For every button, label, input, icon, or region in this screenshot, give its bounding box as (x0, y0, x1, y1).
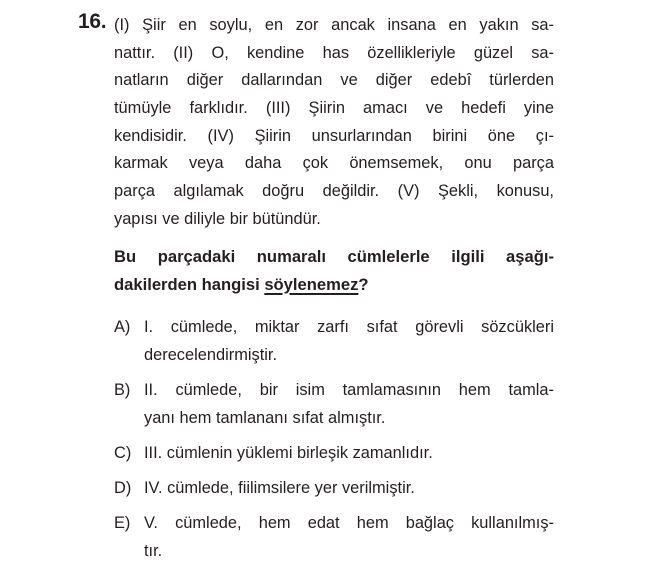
passage-line: parça algılamak doğru değildir. (V) Şekli, konusu, (114, 182, 554, 201)
passage-line: natların diğer dallarından ve diğer edebî türlerden (114, 71, 554, 90)
option-text: III. cümlenin yüklemi birleşik zamanlıdır. (144, 443, 433, 462)
option-text: IV. cümlede, fiilimsilere yer verilmiştir. (144, 479, 415, 498)
option-text: derecelendirmiştir. (144, 345, 277, 364)
option-text: I. cümlede, miktar zarfı sıfat görevli sözcükleri (144, 318, 554, 336)
option-letter: C) (114, 443, 132, 462)
option-b[interactable] (114, 377, 554, 432)
passage-line: (I) Şiir en soylu, en zor ancak insana en yakın sa- (114, 16, 554, 34)
option-text: V. cümlede, hem edat hem bağlaç kullanılmış- (144, 514, 554, 533)
option-text: II. cümlede, bir isim tamlamasının hem tamla- (144, 380, 554, 399)
prompt-text: dakilerden hangisi (114, 274, 265, 294)
passage (114, 12, 554, 234)
passage-line: karmak veya daha çok önemsemek, onu parça (114, 154, 554, 173)
option-letter: D) (114, 479, 132, 498)
prompt-emphasis: söylenemez (264, 274, 359, 294)
passage-line: nattır. (II) O, kendine has özellikleriyle güzel sa- (114, 43, 554, 62)
passage-line: yapısı ve diliyle bir bütündür. (114, 209, 321, 228)
option-text: tır. (144, 541, 163, 560)
answer-options (114, 314, 554, 573)
option-d[interactable] (114, 475, 554, 503)
prompt-question-mark: ? (358, 274, 369, 294)
prompt-line (114, 271, 554, 299)
question-prompt (114, 243, 554, 298)
question-number: 16. (78, 10, 107, 33)
passage-line: tümüyle farklıdır. (III) Şiirin amacı ve hedefi yine (114, 99, 554, 118)
option-a[interactable] (114, 314, 554, 369)
option-c[interactable] (114, 440, 554, 468)
passage-line: kendisidir. (IV) Şiirin unsurlarından birini öne çı- (114, 126, 554, 145)
option-text: yanı hem tamlananı sıfat almıştır. (144, 408, 386, 427)
option-letter: B) (114, 380, 131, 399)
option-letter: E) (114, 514, 131, 533)
prompt-line: Bu parçadaki numaralı cümlelerle ilgili aşağı- (114, 247, 554, 266)
option-letter: A) (114, 318, 131, 336)
option-e[interactable] (114, 510, 554, 565)
